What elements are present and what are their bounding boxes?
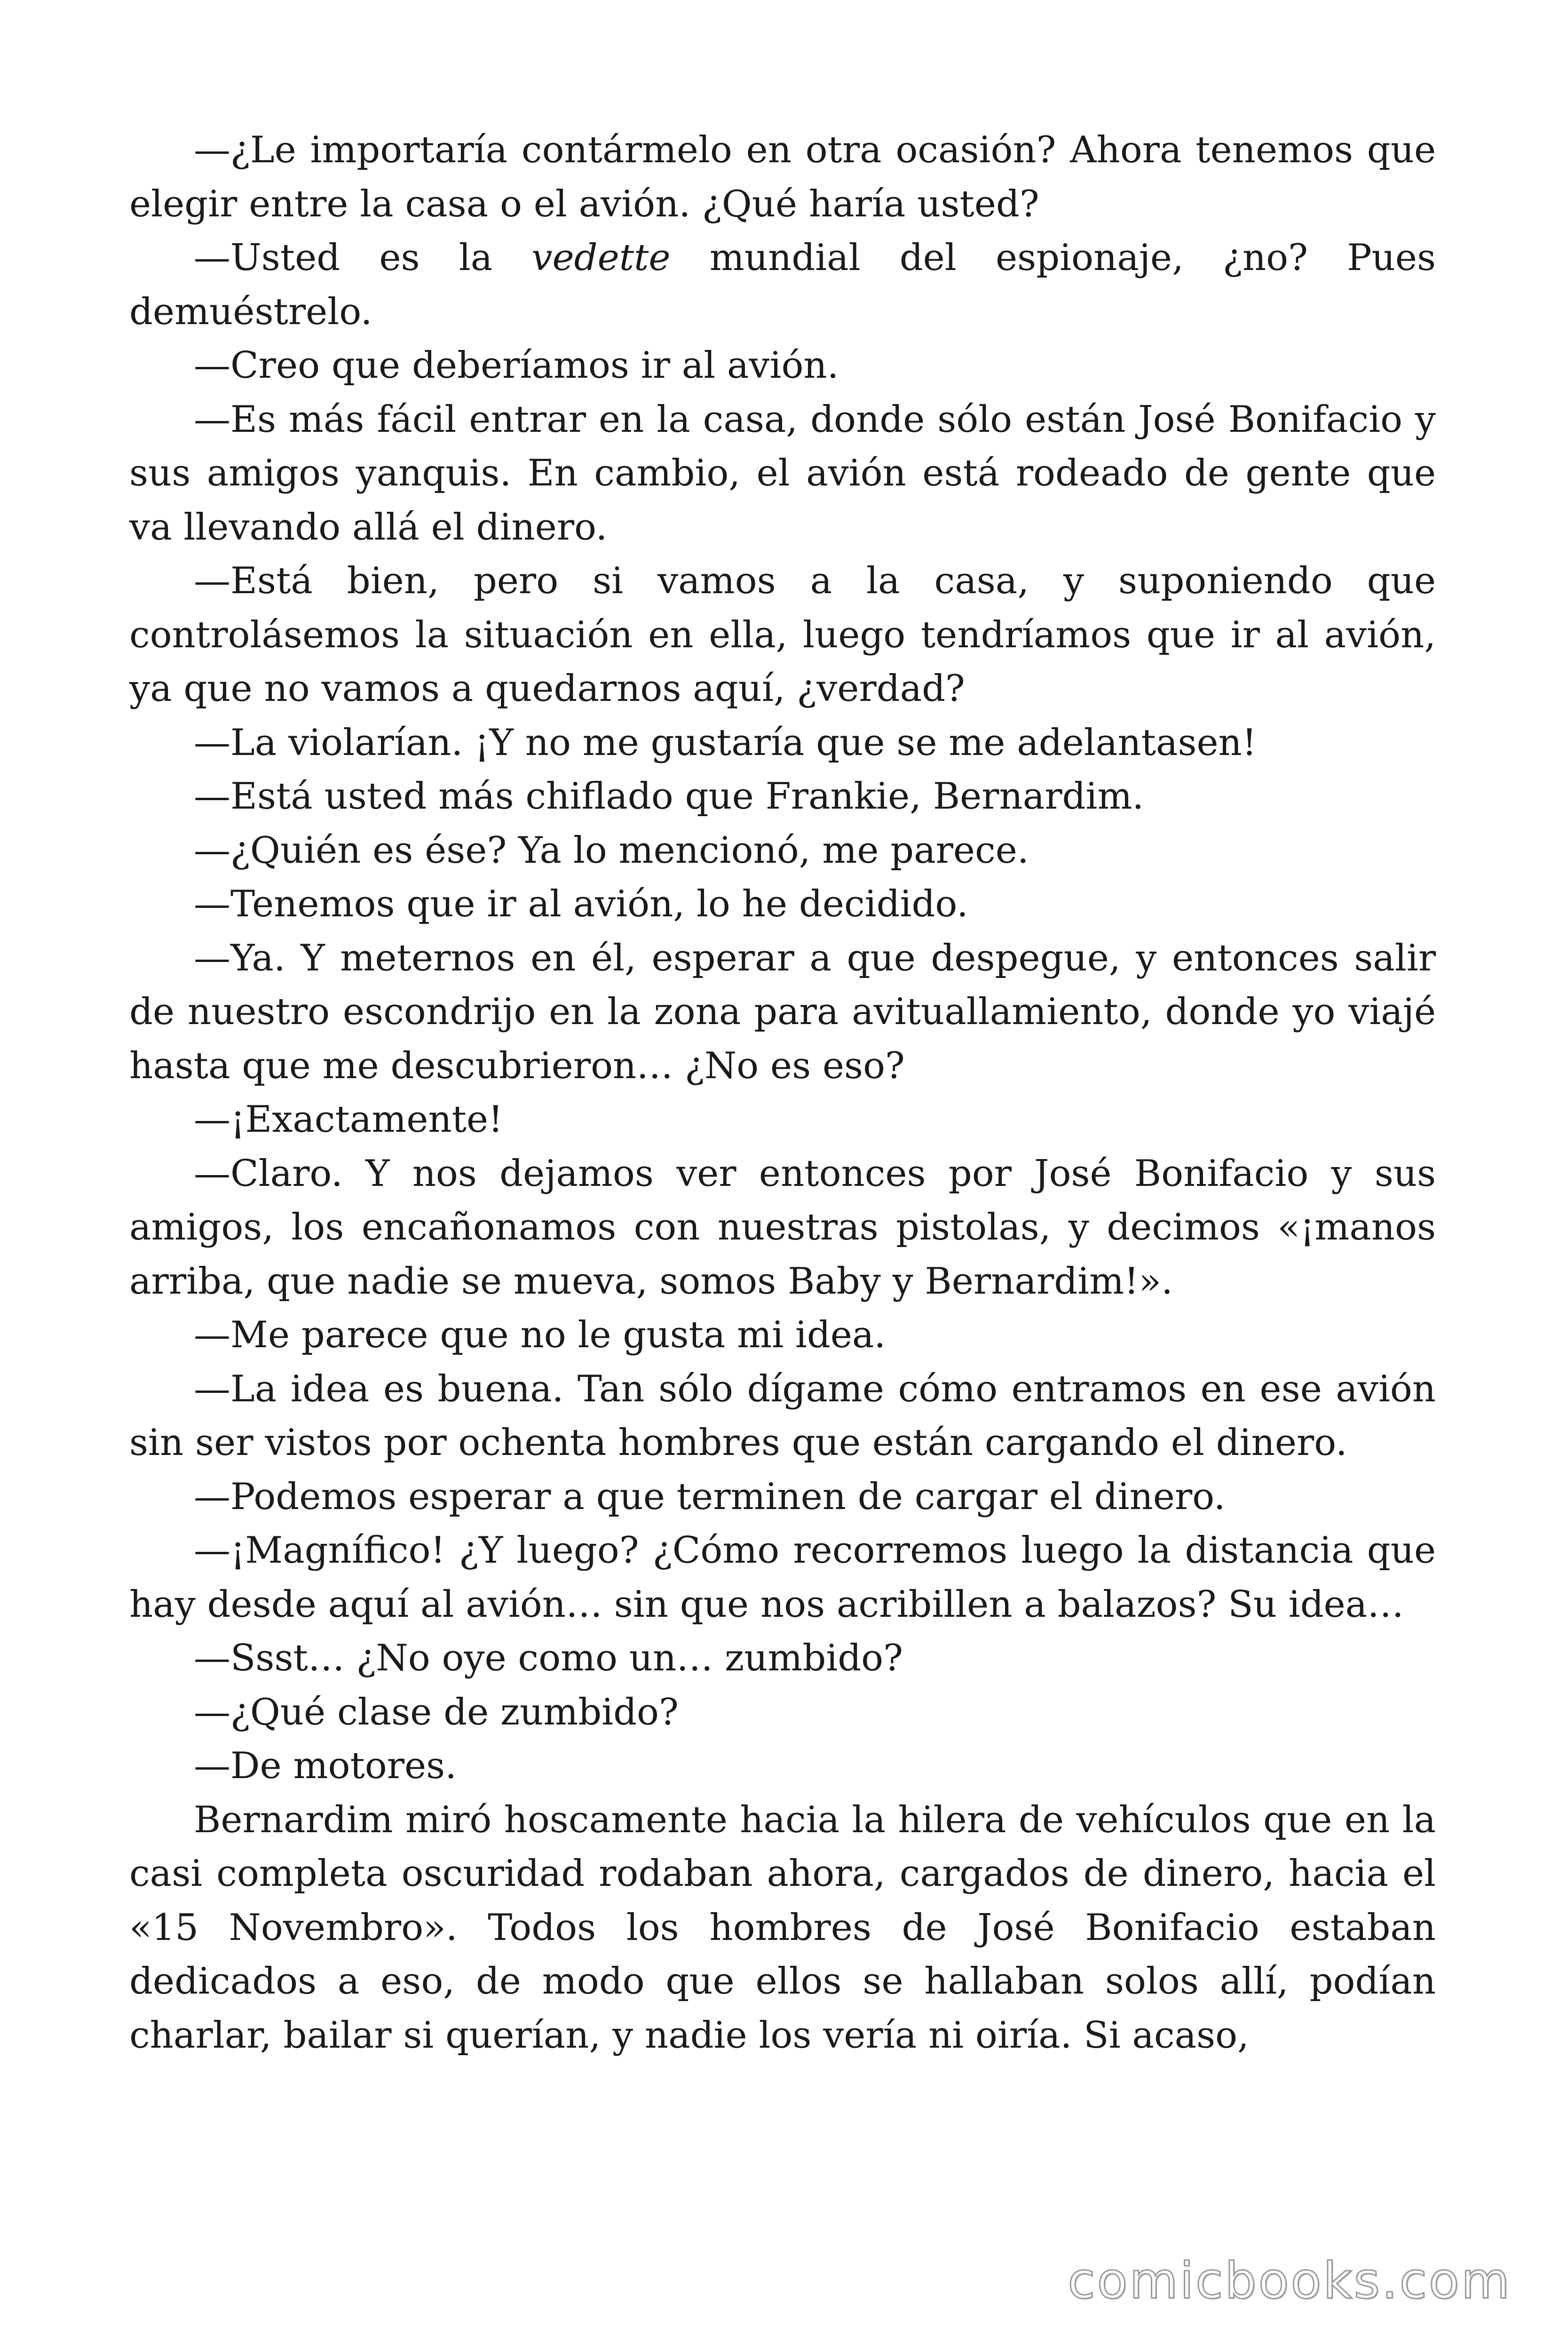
paragraph: —¡Magnífico! ¿Y luego? ¿Cómo recorremos luego la distancia que hay desde aquí al avión… sin que nos acribillen a balazos? Su idea…: [129, 1529, 1436, 1626]
paragraph: —Creo que deberíamos ir al avión.: [194, 344, 839, 387]
paragraph: —Está bien, pero si vamos a la casa, y suponiendo que controlásemos la situación en ella, luego tendríamos que ir al avión, ya que no vamos a quedarnos aquí, ¿verdad?: [129, 560, 1436, 710]
paragraph: —¿Quién es ése? Ya lo mencionó, me parece.: [194, 829, 1029, 872]
paragraph: —Ya. Y meternos en él, esperar a que despegue, y entonces salir de nuestro escondrijo en la zona para avituallamiento, donde yo viajé hasta que me descubrieron… ¿No es eso?: [129, 937, 1436, 1087]
paragraph: —Claro. Y nos dejamos ver entonces por José Bonifacio y sus amigos, los encañonamos con nuestras pistolas, y decimos «¡manos arriba, que nadie se mueva, somos Baby y Bernardim!».: [129, 1152, 1436, 1303]
paragraph: —¿Qué clase de zumbido?: [194, 1691, 679, 1733]
paragraph: —Me parece que no le gusta mi idea.: [194, 1314, 886, 1356]
paragraph: —Está usted más chiflado que Frankie, Bernardim.: [194, 775, 1144, 818]
paragraph: [129, 231, 1436, 339]
paragraph: —¿Le importaría contármelo en otra ocasión? Ahora tenemos que elegir entre la casa o el avión. ¿Qué haría usted?: [129, 129, 1436, 225]
paragraph: —La violarían. ¡Y no me gustaría que se me adelantasen!: [194, 721, 1257, 764]
paragraph: —Podemos esperar a que terminen de cargar el dinero.: [194, 1475, 1226, 1518]
italic-word: vedette: [531, 237, 671, 279]
watermark: comicbooks.com: [1068, 2252, 1512, 2310]
paragraph: —Tenemos que ir al avión, lo he decidido.: [194, 883, 968, 925]
paragraph: —La idea es buena. Tan sólo dígame cómo entramos en ese avión sin ser vistos por ochenta hombres que están cargando el dinero.: [129, 1367, 1436, 1464]
paragraph: —De motores.: [194, 1745, 457, 1787]
paragraph: —¡Exactamente!: [194, 1098, 503, 1141]
paragraph-text: mundial del espionaje, ¿no? Pues demuéstrelo.: [129, 237, 1436, 333]
page-text: [129, 123, 1436, 2062]
paragraph: —Ssst… ¿No oye como un… zumbido?: [194, 1637, 903, 1679]
paragraph-text: —Usted es la: [194, 237, 532, 279]
paragraph: Bernardim miró hoscamente hacia la hilera de vehículos que en la casi completa oscuridad rodaban ahora, cargados de dinero, hacia el «15 Novembro». Todos los hombres de José Bonifacio estaban dedicados a eso, de modo que ellos se hallaban solos allí, podían charlar, bailar si querían, y nadie los vería ni oiría. Si acaso,: [129, 1798, 1436, 2057]
paragraph: —Es más fácil entrar en la casa, donde sólo están José Bonifacio y sus amigos yanquis. En cambio, el avión está rodeado de gente que va llevando allá el dinero.: [129, 398, 1436, 548]
